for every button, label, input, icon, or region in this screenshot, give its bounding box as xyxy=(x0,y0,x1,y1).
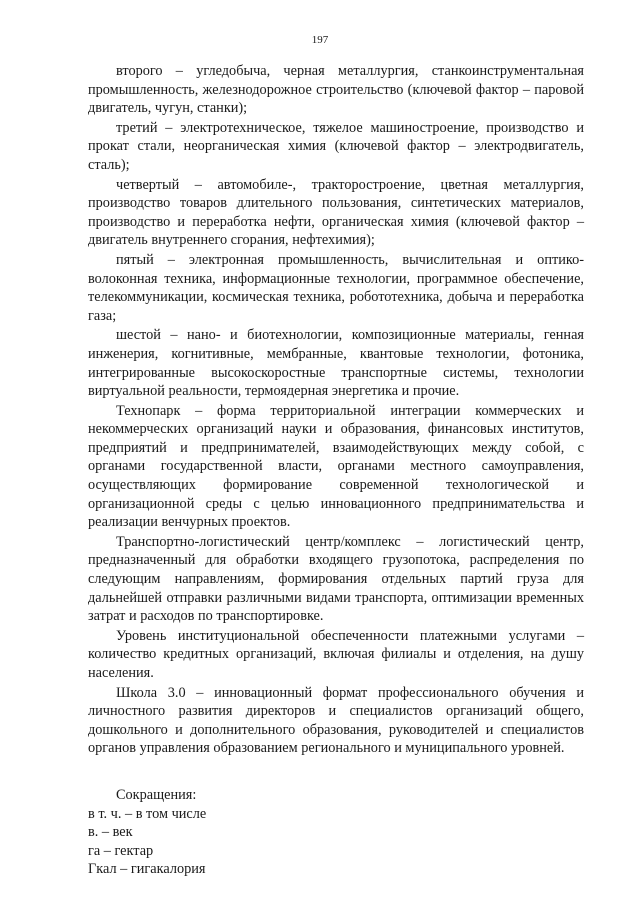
page-body xyxy=(88,62,584,879)
paragraph-wave-3: третий – электротехническое, тяжелое машиностроение, производство и прокат стали, неорганическая химия (ключевой фактор – электродвигатель, сталь); xyxy=(88,119,584,173)
paragraph-wave-6: шестой – нано- и биотехнологии, композиционные материалы, генная инженерия, когнитивные, мембранные, квантовые технологии, фотоника, интегрированные высокоскоростные транспортные системы, технологии виртуальной реальности, термоядерная энергетика и прочие. xyxy=(88,327,584,400)
paragraph-technopark: Технопарк – форма территориальной интеграции коммерческих и некоммерческих организаций науки и образования, финансовых институтов, предприятий и предпринимателей, взаимодействующих между собой, с органами государственной власти, органами местного самоуправления, осуществляющих формирование современной технологической и организационной среды с целью инновационного предпринимательства и реализации венчурных проектов. xyxy=(88,402,584,531)
page-number: 197 xyxy=(311,34,329,46)
abbreviations-section xyxy=(88,786,584,879)
paragraph-school-3-0: Школа 3.0 – инновационный формат профессионального обучения и личностного развития директоров и специалистов организаций общего, дошкольного и дополнительного образования, руководителей и специалистов органов управления образованием регионального и муниципального уровней. xyxy=(88,684,584,757)
abbreviation-item: в т. ч. – в том числе xyxy=(88,805,207,822)
abbreviation-item: Гкал – гигакалория xyxy=(88,861,206,878)
abbreviations-title: Сокращения: xyxy=(116,786,197,803)
abbreviation-item: в. – век xyxy=(88,824,133,841)
paragraph-payment-services: Уровень институциональной обеспеченности платежными услугами – количество кредитных организаций, включая филиалы и отделения, на душу населения. xyxy=(88,627,584,681)
paragraph-wave-5: пятый – электронная промышленность, вычислительная и оптико-волоконная техника, информационные технологии, программное обеспечение, телекоммуникации, космическая техника, робототехника, добыча и переработка газа; xyxy=(88,251,584,324)
paragraph-wave-2: второго – угледобыча, черная металлургия, станкоинструментальная промышленность, железнодорожное строительство (ключевой фактор – паровой двигатель, чугун, станки); xyxy=(88,63,584,117)
abbreviation-item: га – гектар xyxy=(88,842,154,859)
paragraph-logistics-center: Транспортно-логистический центр/комплекс – логистический центр, предназначенный для обработки входящего грузопотока, распределения по следующим направлениям, формирования отдельных партий груза для дальнейшей отправки различными видами транспорта, оптимизации временных затрат и расходов по транспортировке. xyxy=(88,533,584,625)
paragraph-wave-4: четвертый – автомобиле-, тракторостроение, цветная металлургия, производство товаров длительного пользования, синтетических материалов, производство и переработка нефти, органическая химия (ключевой фактор – двигатель внутреннего сгорания, нефтехимия); xyxy=(88,176,584,249)
